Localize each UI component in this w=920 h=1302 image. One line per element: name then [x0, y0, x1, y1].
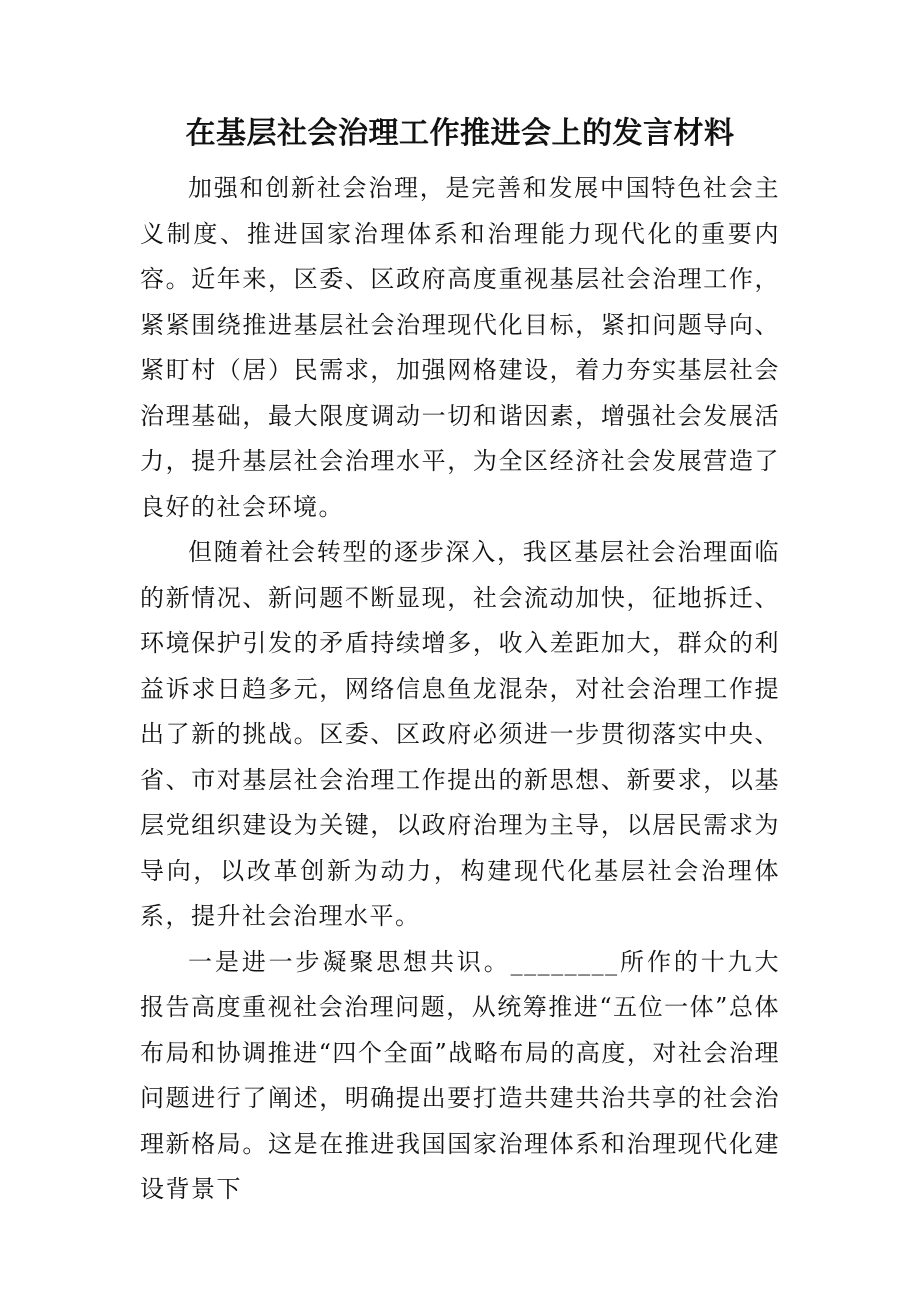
- paragraph-1: 加强和创新社会治理，是完善和发展中国特色社会主义制度、推进国家治理体系和治理能力现代化的重要内容。近年来，区委、区政府高度重视基层社会治理工作，紧紧围绕推进基层社会治理现代化目标，紧扣问题导向、紧盯村（居）民需求，加强网格建设，着力夯实基层社会治理基础，最大限度调动一切和谐因素，增强社会发展活力，提升基层社会治理水平，为全区经济社会发展营造了良好的社会环境。: [140, 174, 780, 521]
- document-body: [140, 166, 780, 1213]
- paragraph-3: 一是进一步凝聚思想共识。________所作的十九大报告高度重视社会治理问题，从统筹推进“五位一体”总体布局和协调推进“四个全面”战略布局的高度，对社会治理问题进行了阐述，明确提出要打造共建共治共享的社会治理新格局。这是在推进我国国家治理体系和治理现代化建设背景下: [140, 947, 780, 1203]
- paragraph-2: 但随着社会转型的逐步深入，我区基层社会治理面临的新情况、新问题不断显现，社会流动加快，征地拆迁、环境保护引发的矛盾持续增多，收入差距加大，群众的利益诉求日趋多元，网络信息鱼龙混杂，对社会治理工作提出了新的挑战。区委、区政府必须进一步贯彻落实中央、省、市对基层社会治理工作提出的新思想、新要求，以基层党组织建设为关键，以政府治理为主导，以居民需求为导向，以改革创新为动力，构建现代化基层社会治理体系，提升社会治理水平。: [140, 538, 780, 930]
- document-title: 在基层社会治理工作推进会上的发言材料: [185, 116, 735, 151]
